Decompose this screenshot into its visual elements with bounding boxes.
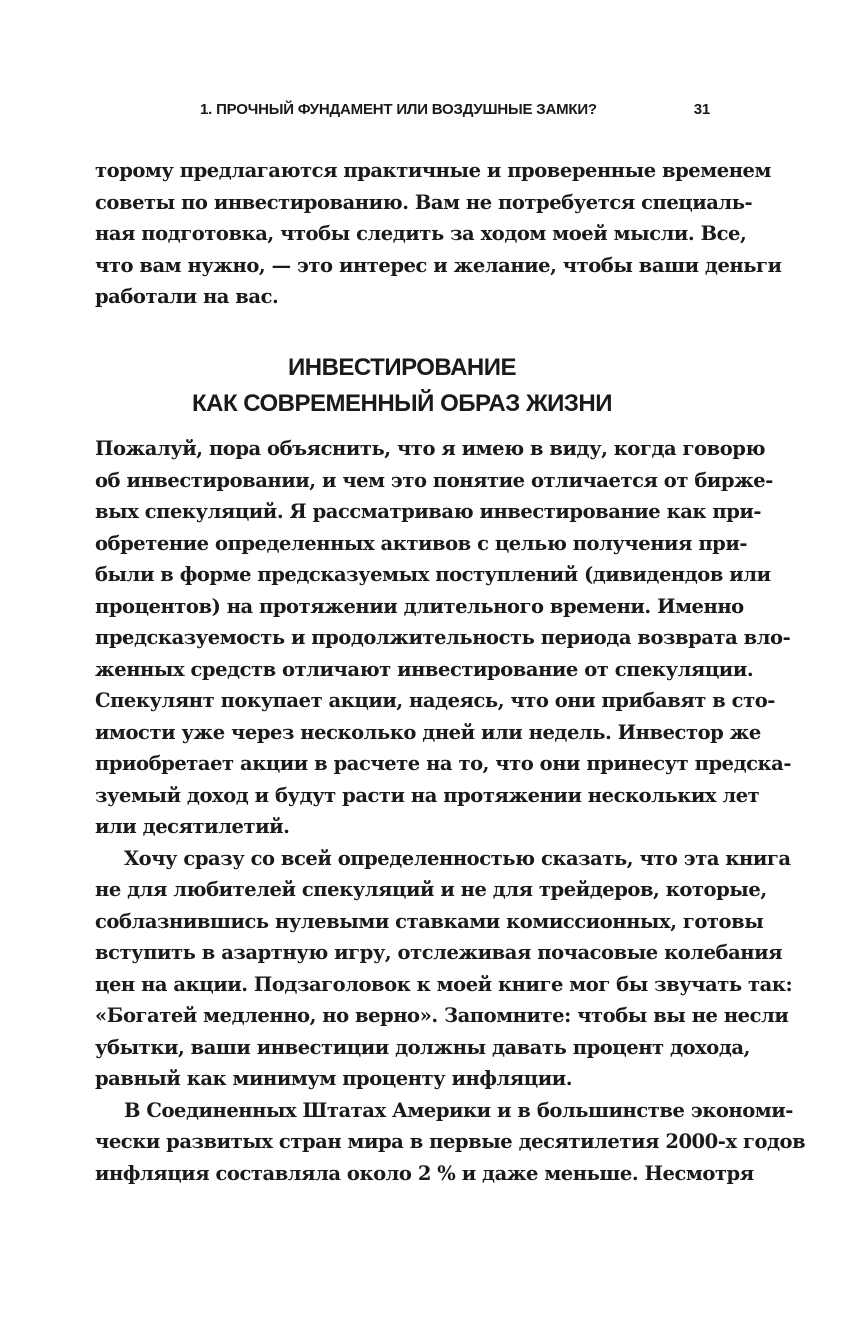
text-line: «Богатей медленно, но верно». Запомните: чтобы вы не несли [95,1004,789,1027]
text-line: имости уже через несколько дней или недель. Инвестор же [95,720,761,744]
text-line: советы по инвестированию. Вам не потребуется специаль- [95,190,753,214]
text-line: инфляция составляла около 2 % и даже меньше. Несмотря [95,1161,754,1185]
running-head-title: 1. ПРОЧНЫЙ ФУНДАМЕНТ ИЛИ ВОЗДУШНЫЕ ЗАМКИ? [200,101,597,118]
text-line: или десятилетий. [95,815,290,838]
text-line: женных средств отличают инвестирование от спекуляции. [95,657,754,681]
section-heading-line: КАК СОВРЕМЕННЫЙ ОБРАЗ ЖИЗНИ [191,390,613,417]
page-number: 31 [693,101,710,118]
text-line: вступить в азартную игру, отслеживая почасовые колебания [95,941,783,964]
text-line: соблазнившись нулевыми ставками комиссионных, готовы [95,909,764,933]
text-line: предсказуемость и продолжительность периода возврата вло- [95,626,791,649]
text-line: убытки, ваши инвестиции должны давать процент дохода, [95,1035,750,1059]
text-line: приобретает акции в расчете на то, что они принесут предска- [95,752,792,775]
text-line: Спекулянт покупает акции, надеясь, что они прибавят в сто- [95,689,775,712]
text-line: не для любителей спекуляций и не для трейдеров, которые, [95,878,767,901]
intro-paragraph [95,155,782,313]
text-line: что вам нужно, — это интерес и желание, чтобы ваши деньги [95,253,782,277]
section-body [95,433,806,1189]
section-heading-line: ИНВЕСТИРОВАНИЕ [288,354,516,381]
text-line: вых спекуляций. Я рассматриваю инвестирование как при- [95,500,762,523]
text-line: цен на акции. Подзаголовок к моей книге мог бы звучать так: [95,972,793,996]
text-line: были в форме предсказуемых поступлений (дивидендов или [95,563,771,586]
section-heading [95,350,709,422]
text-line: ная подготовка, чтобы следить за ходом моей мысли. Все, [95,222,747,245]
text-line: чески развитых стран мира в первые десятилетия 2000-х годов [95,1130,806,1153]
text-line: об инвестировании, и чем это понятие отличается от бирже- [95,468,773,492]
running-head [200,101,710,125]
text-line: процентов) на протяжении длительного времени. Именно [95,594,744,618]
text-line: работали на вас. [95,285,279,308]
text-line: Пожалуй, пора объяснить, что я имею в виду, когда говорю [95,437,765,460]
text-line: В Соединенных Штатах Америки и в большинстве экономи- [124,1098,793,1122]
text-line: Хочу сразу со всей определенностью сказать, что эта книга [124,846,791,870]
text-line: обретение определенных активов с целью получения при- [95,531,747,555]
text-line: зуемый доход и будут расти на протяжении нескольких лет [95,783,760,807]
text-line: равный как минимум проценту инфляции. [95,1067,573,1090]
text-line: торому предлагаются практичные и проверенные временем [95,159,771,182]
